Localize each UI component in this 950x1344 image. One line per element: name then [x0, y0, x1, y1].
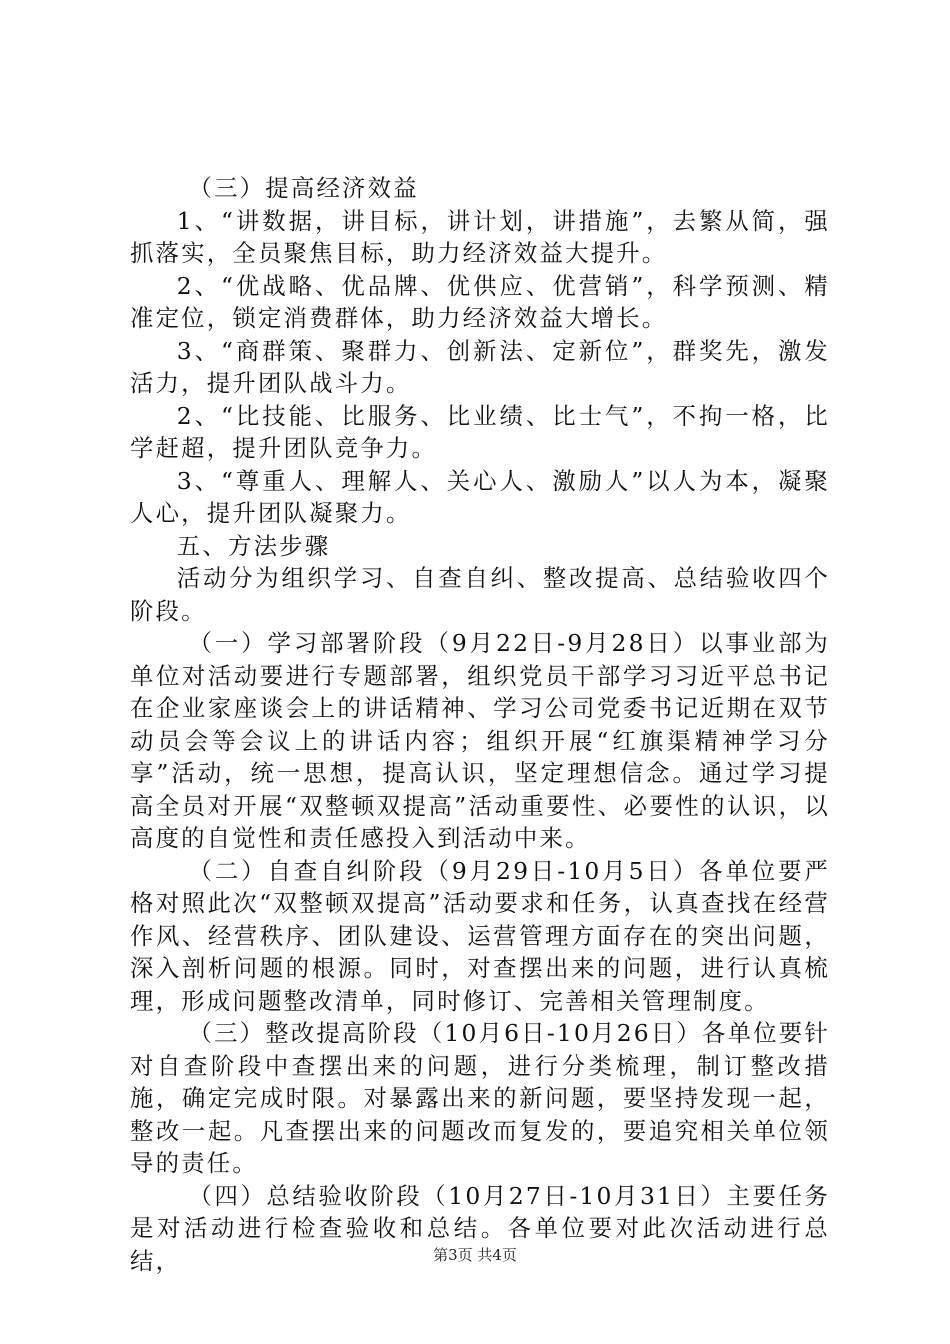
- paragraph: 1、“讲数据，讲目标，讲计划，讲措施”，去繁从简，强抓落实，全员聚焦目标，助力经济效益大提升。: [130, 206, 830, 267]
- paragraph: 2、“优战略、优品牌、优供应、优营销”，科学预测、精准定位，锁定消费群体，助力经济效益大增长。: [130, 271, 830, 332]
- paragraph: 3、“商群策、聚群力、创新法、定新位”，群奖先，激发活力，提升团队战斗力。: [130, 336, 830, 397]
- document-body: [130, 172, 830, 1277]
- paragraph: （一）学习部署阶段（9月22日-9月28日）以事业部为单位对活动要进行专题部署，组织党员干部学习习近平总书记在企业家座谈会上的讲话精神、学习公司党委书记近期在双节动员会等会议上的讲话内容；组织开展“红旗渠精神学习分享”活动，统一思想，提高认识，坚定理想信念。通过学习提高全员对开展“双整顿双提高”活动重要性、必要性的认识，以高度的自觉性和责任感投入到活动中来。: [130, 629, 830, 852]
- section-heading: 五、方法步骤: [176, 531, 331, 560]
- page-number-footer: 第3页 共4页: [433, 1246, 517, 1264]
- paragraph: 3、“尊重人、理解人、关心人、激励人”以人为本，凝聚人心，提升团队凝聚力。: [130, 466, 830, 527]
- paragraph: （四）总结验收阶段（10月27日-10月31日）主要任务是对活动进行检查验收和总结。各单位要对此次活动进行总结，: [130, 1181, 830, 1275]
- paragraph: （三）整改提高阶段（10月6日-10月26日）各单位要针对自查阶段中查摆出来的问题，进行分类梳理，制订整改措施，确定完成时限。对暴露出来的新问题，要坚持发现一起，整改一起。凡查摆出来的问题改而复发的，要追究相关单位领导的责任。: [130, 1019, 830, 1177]
- paragraph: 2、“比技能、比服务、比业绩、比士气”，不拘一格，比学赶超，提升团队竞争力。: [130, 401, 830, 462]
- section-heading: （三）提高经济效益: [188, 174, 419, 202]
- paragraph: （二）自查自纠阶段（9月29日-10月5日）各单位要严格对照此次“双整顿双提高”活动要求和任务，认真查找在经营作风、经营秩序、团队建设、运营管理方面存在的突出问题，深入剖析问题的根源。同时，对查摆出来的问题，进行认真梳理，形成问题整改清单，同时修订、完善相关管理制度。: [130, 856, 830, 1015]
- paragraph: 活动分为组织学习、自查自纠、整改提高、总结验收四个阶段。: [130, 564, 830, 625]
